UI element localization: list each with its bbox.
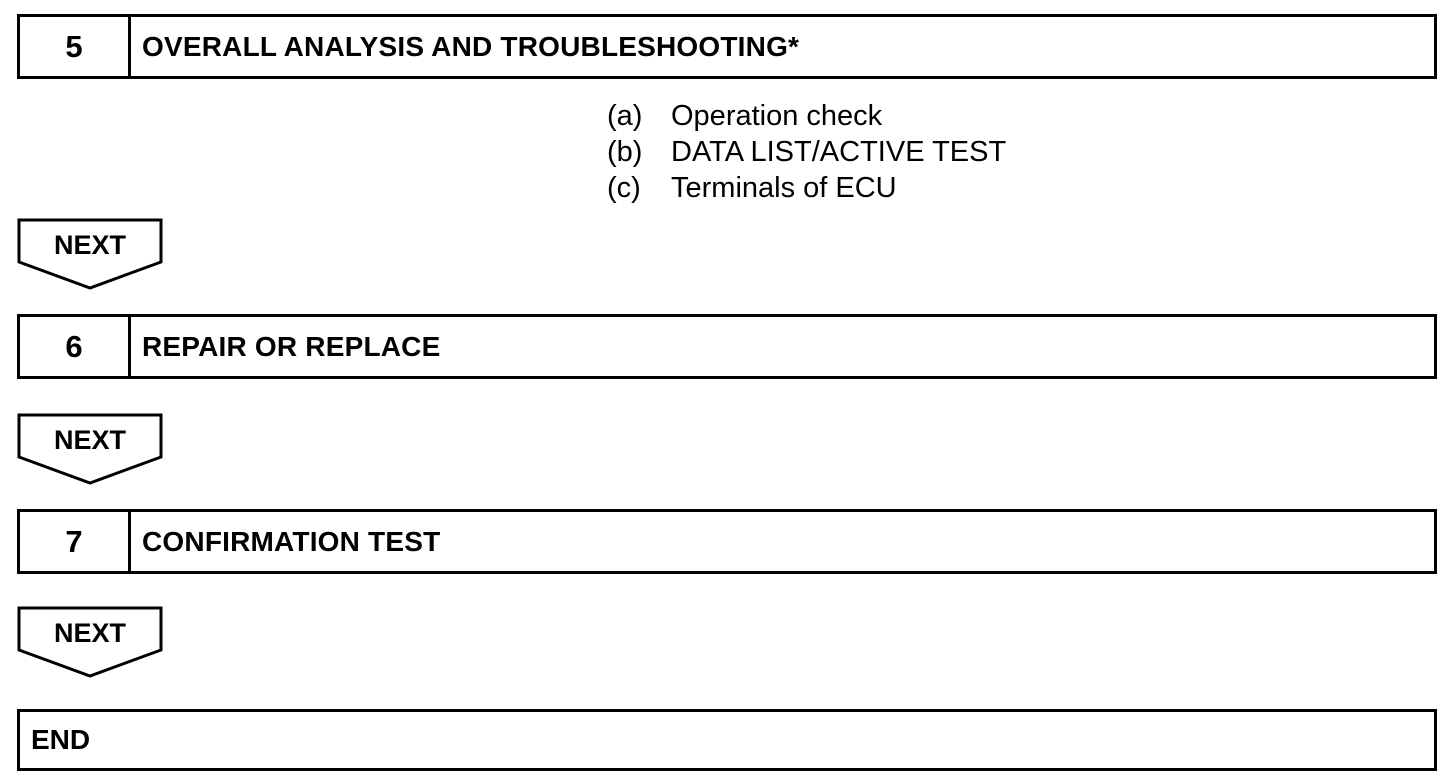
check-list [607,98,1006,206]
next-label: NEXT [53,618,126,648]
next-label: NEXT [53,230,126,260]
check-letter: (c) [607,172,641,204]
step-number: 5 [20,17,131,76]
check-text: Terminals of ECU [671,172,897,204]
next-arrow [17,606,163,678]
next-arrow [17,218,163,290]
check-text: DATA LIST/ACTIVE TEST [671,136,1007,168]
step-box-6 [17,314,1437,379]
check-item [607,134,1006,170]
step-number: 6 [20,317,131,376]
next-arrow [17,413,163,485]
step-title: CONFIRMATION TEST [142,525,441,557]
check-item [607,98,1006,134]
step-box-7 [17,509,1437,574]
end-box: END [17,709,1437,771]
step-title: OVERALL ANALYSIS AND TROUBLESHOOTING* [142,30,800,62]
check-text: Operation check [671,100,883,132]
check-letter: (a) [607,100,643,132]
step-title: REPAIR OR REPLACE [142,330,441,362]
step-number: 7 [20,512,131,571]
next-label: NEXT [53,425,126,455]
check-letter: (b) [607,136,643,168]
check-item [607,170,1006,206]
step-box-5 [17,14,1437,79]
